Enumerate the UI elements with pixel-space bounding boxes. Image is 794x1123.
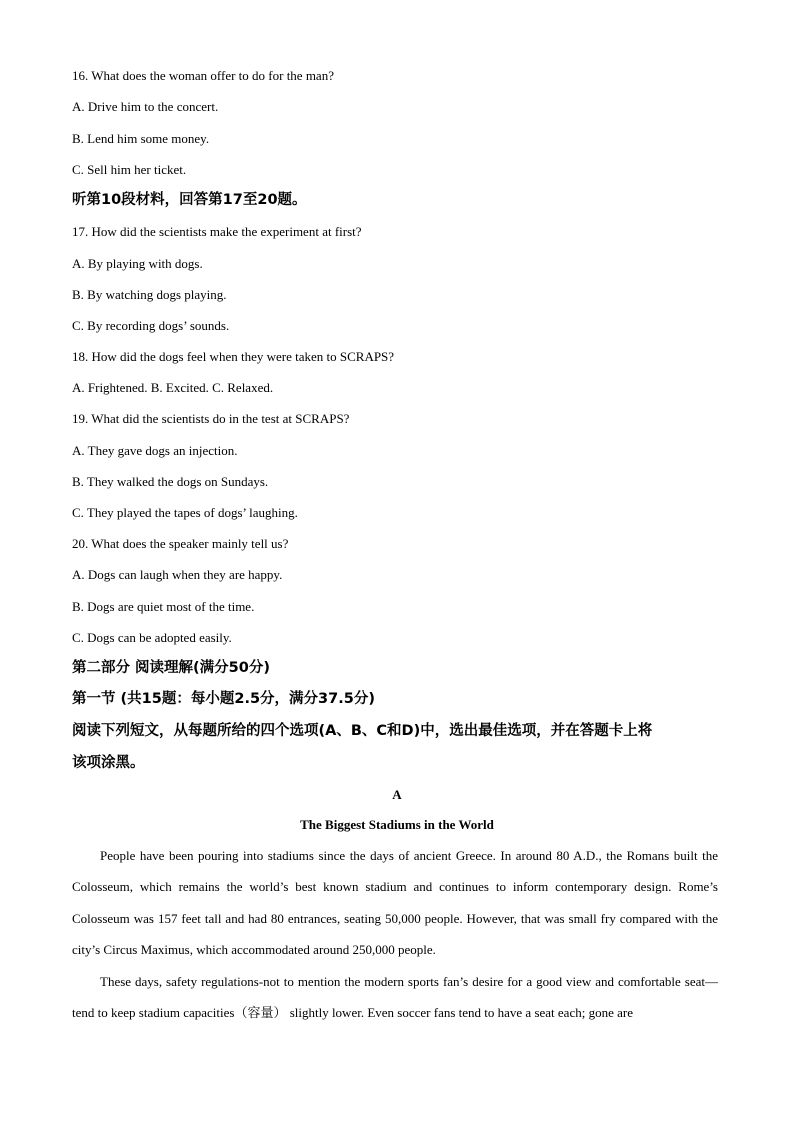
part-two-heading: 第二部分 阅读理解(满分50分) bbox=[72, 660, 270, 676]
question-17: 17. How did the scientists make the experiment at first? bbox=[72, 224, 362, 239]
option-20c: C. Dogs can be adopted easily. bbox=[72, 630, 232, 645]
option-19c: C. They played the tapes of dogs’ laughing. bbox=[72, 505, 298, 520]
option-19b: B. They walked the dogs on Sundays. bbox=[72, 474, 269, 489]
question-20: 20. What does the speaker mainly tell us? bbox=[72, 536, 289, 551]
option-20b: B. Dogs are quiet most of the time. bbox=[72, 599, 255, 614]
options-18: A. Frightened. B. Excited. C. Relaxed. bbox=[72, 380, 274, 395]
passage-paragraph-1: People have been pouring into stadiums since the days of ancient Greece. In around 80 A.D., the Romans built the Colosseum, which remains the world’s best known stadium and continues to inform contemporary design. Rome’s Colosseum was 157 feet tall and had 80 entrances, seating 50,000 people. However, that was small fry compared with the city’s Circus Maximus, which accommodated around 250,000 people. bbox=[72, 848, 718, 957]
instructions-line-2: 该项涂黑。 bbox=[72, 755, 145, 771]
section-10-heading: 听第10段材料，回答第17至20题。 bbox=[72, 192, 307, 208]
option-16b: B. Lend him some money. bbox=[72, 131, 210, 146]
question-16: 16. What does the woman offer to do for the man? bbox=[72, 68, 334, 83]
passage-letter: A bbox=[392, 787, 402, 802]
option-17b: B. By watching dogs playing. bbox=[72, 287, 227, 302]
option-19a: A. They gave dogs an injection. bbox=[72, 443, 238, 458]
passage-paragraph-2: These days, safety regulations-not to mention the modern sports fan’s desire for a good view and comfortable seat—tend to keep stadium capacities（容量） slightly lower. Even soccer fans tend to have a seat each; gone are bbox=[72, 974, 718, 1021]
instructions-line-1: 阅读下列短文，从每题所给的四个选项(A、B、C和D)中，选出最佳选项，并在答题卡上将 bbox=[72, 723, 653, 739]
passage-title: The Biggest Stadiums in the World bbox=[300, 817, 494, 832]
option-17c: C. By recording dogs’ sounds. bbox=[72, 318, 230, 333]
section-one-heading: 第一节 (共15题：每小题2.5分，满分37.5分) bbox=[72, 691, 375, 707]
option-20a: A. Dogs can laugh when they are happy. bbox=[72, 567, 283, 582]
option-16c: C. Sell him her ticket. bbox=[72, 162, 187, 177]
question-19: 19. What did the scientists do in the test at SCRAPS? bbox=[72, 411, 350, 426]
option-16a: A. Drive him to the concert. bbox=[72, 99, 219, 114]
question-18: 18. How did the dogs feel when they were taken to SCRAPS? bbox=[72, 349, 395, 364]
option-17a: A. By playing with dogs. bbox=[72, 256, 203, 271]
